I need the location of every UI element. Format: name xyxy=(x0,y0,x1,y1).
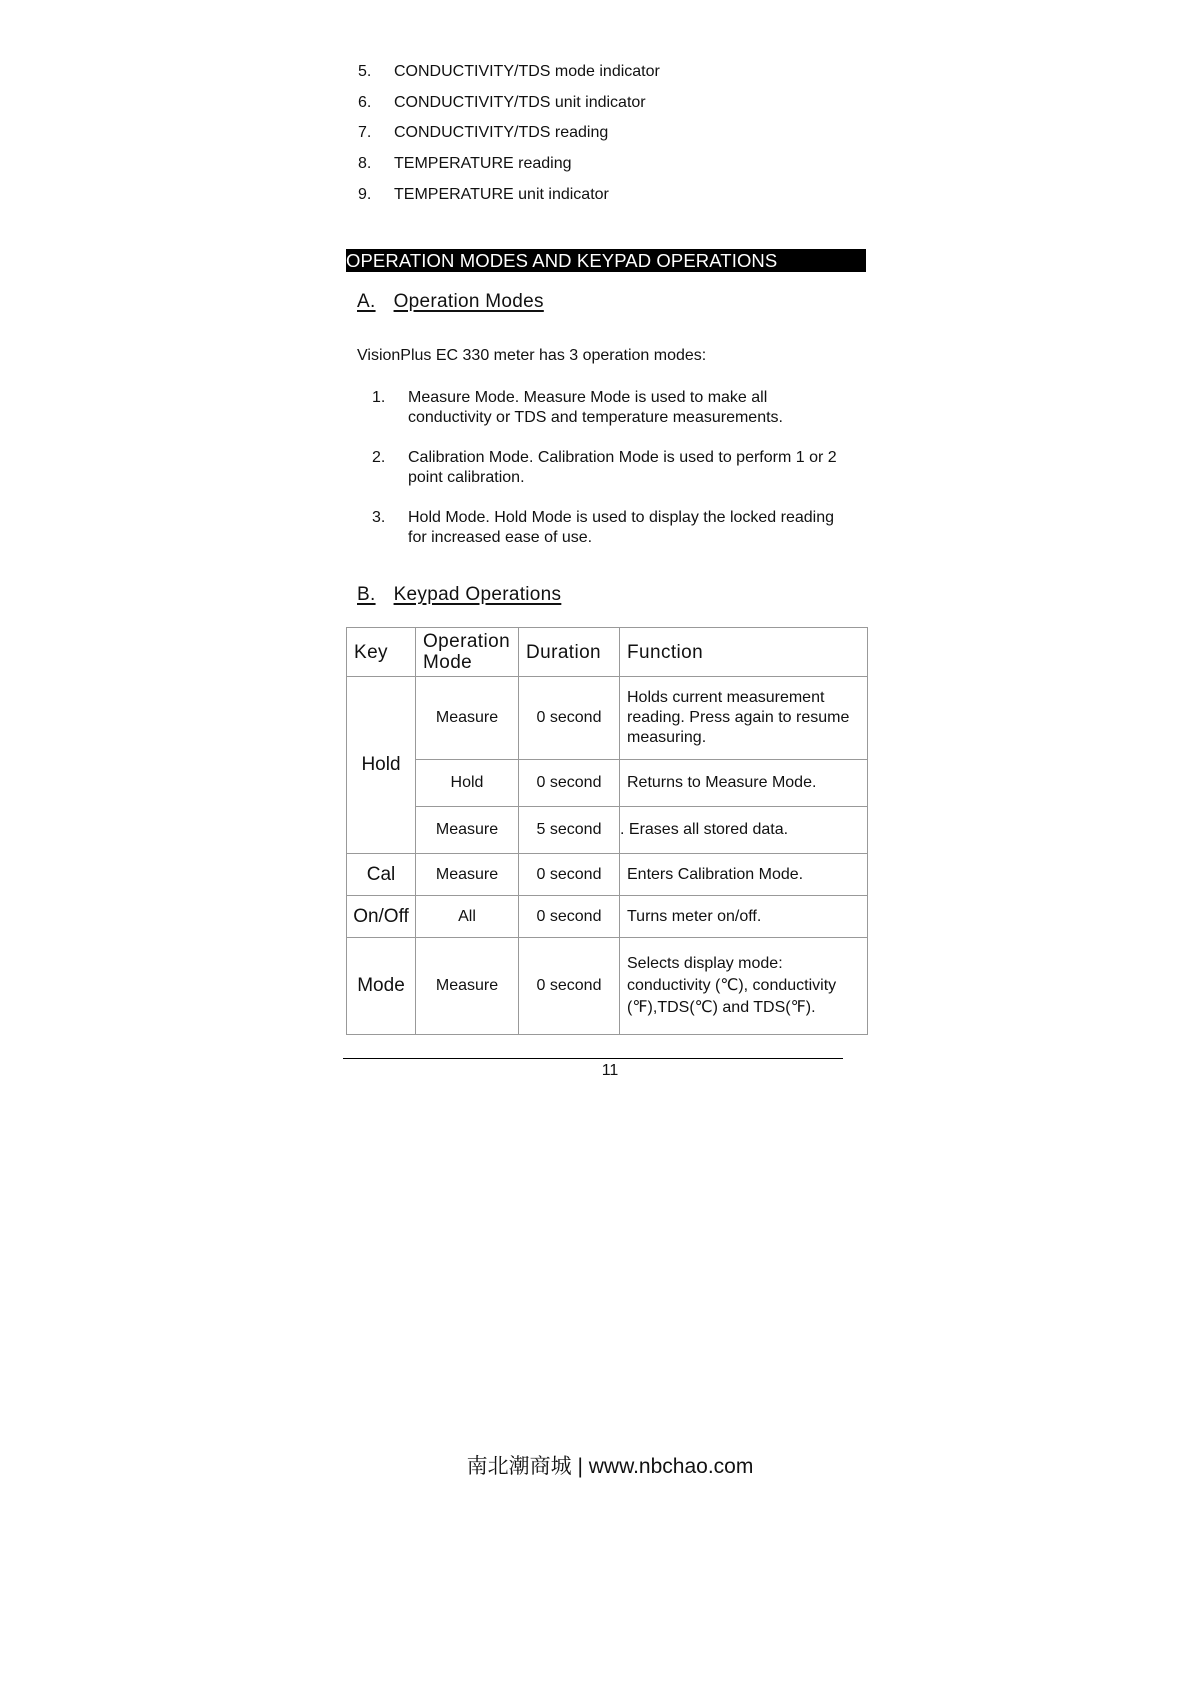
function-cell: Enters Calibration Mode. xyxy=(620,854,868,896)
subsection-heading-operation-modes xyxy=(357,291,544,313)
section-title: OPERATION MODES AND KEYPAD OPERATIONS xyxy=(346,249,866,272)
key-cell: Cal xyxy=(347,854,416,896)
subsection-heading-keypad-operations xyxy=(357,584,561,606)
subsection-letter: B. xyxy=(357,584,376,605)
list-number: 6. xyxy=(358,93,372,111)
list-text: CONDUCTIVITY/TDS unit indicator xyxy=(394,93,646,111)
list-number: 7. xyxy=(358,124,372,142)
list-number: 1. xyxy=(372,389,386,406)
table-header-row xyxy=(347,628,868,677)
list-text: TEMPERATURE unit indicator xyxy=(394,185,609,203)
mode-cell: Hold xyxy=(416,760,519,807)
duration-cell: 0 second xyxy=(519,896,620,938)
operation-modes-list xyxy=(372,388,848,568)
function-cell: . Erases all stored data. xyxy=(620,807,868,854)
list-item xyxy=(358,62,894,93)
column-header-key: Key xyxy=(347,628,416,677)
function-cell: Holds current measurement reading. Press again to resume measuring. xyxy=(620,677,868,760)
indicator-list xyxy=(358,62,894,215)
duration-cell: 0 second xyxy=(519,677,620,760)
key-cell: Hold xyxy=(347,677,416,854)
list-number: 5. xyxy=(358,63,372,80)
table-row xyxy=(347,677,868,760)
list-text: Measure Mode. Measure Mode is used to make all conductivity or TDS and temperature measurements. xyxy=(408,389,783,426)
duration-cell: 0 second xyxy=(519,854,620,896)
mode-cell: Measure xyxy=(416,677,519,760)
mode-cell: Measure xyxy=(416,807,519,854)
function-cell: Returns to Measure Mode. xyxy=(620,760,868,807)
duration-cell: 5 second xyxy=(519,807,620,854)
intro-paragraph: VisionPlus EC 330 meter has 3 operation modes: xyxy=(357,347,707,364)
list-text: CONDUCTIVITY/TDS reading xyxy=(394,124,609,142)
header-text: Operation xyxy=(423,631,511,652)
duration-cell: 0 second xyxy=(519,938,620,1035)
list-text: CONDUCTIVITY/TDS mode indicator xyxy=(394,63,660,80)
list-item xyxy=(372,508,848,548)
page-number: 11 xyxy=(601,1062,619,1079)
list-text: Hold Mode. Hold Mode is used to display the locked reading for increased ease of use. xyxy=(408,509,835,546)
list-item xyxy=(358,185,894,216)
duration-cell: 0 second xyxy=(519,760,620,807)
list-item xyxy=(372,388,848,428)
function-cell: Turns meter on/off. xyxy=(620,896,868,938)
watermark-text: 南北潮商城 | www.nbchao.com xyxy=(466,1455,754,1478)
key-cell: Mode xyxy=(347,938,416,1035)
table-row xyxy=(347,807,868,854)
keypad-operations-table xyxy=(346,627,868,1035)
list-text: TEMPERATURE reading xyxy=(394,155,572,173)
table-row xyxy=(347,938,868,1035)
list-item xyxy=(358,123,894,154)
table-row xyxy=(347,896,868,938)
subsection-title: Keypad Operations xyxy=(393,584,562,605)
list-number: 3. xyxy=(372,509,386,526)
list-number: 9. xyxy=(358,185,372,203)
table-row xyxy=(347,760,868,807)
subsection-letter: A. xyxy=(357,291,376,312)
function-cell: Selects display mode: conductivity (℃), conductivity (℉),TDS(℃) and TDS(℉). xyxy=(620,938,868,1035)
footer-divider xyxy=(343,1058,843,1059)
mode-cell: Measure xyxy=(416,854,519,896)
list-text: Calibration Mode. Calibration Mode is used to perform 1 or 2 point calibration. xyxy=(408,449,837,486)
key-cell: On/Off xyxy=(347,896,416,938)
subsection-title: Operation Modes xyxy=(393,291,544,312)
list-item xyxy=(358,93,894,124)
list-item xyxy=(372,448,848,488)
list-item xyxy=(358,154,894,185)
mode-cell: Measure xyxy=(416,938,519,1035)
column-header-duration: Duration xyxy=(519,628,620,677)
column-header-function: Function xyxy=(620,628,868,677)
mode-cell: All xyxy=(416,896,519,938)
list-number: 2. xyxy=(372,449,386,466)
list-number: 8. xyxy=(358,155,372,173)
column-header-operation-mode xyxy=(416,628,519,677)
header-text: Mode xyxy=(423,652,473,673)
table-row xyxy=(347,854,868,896)
